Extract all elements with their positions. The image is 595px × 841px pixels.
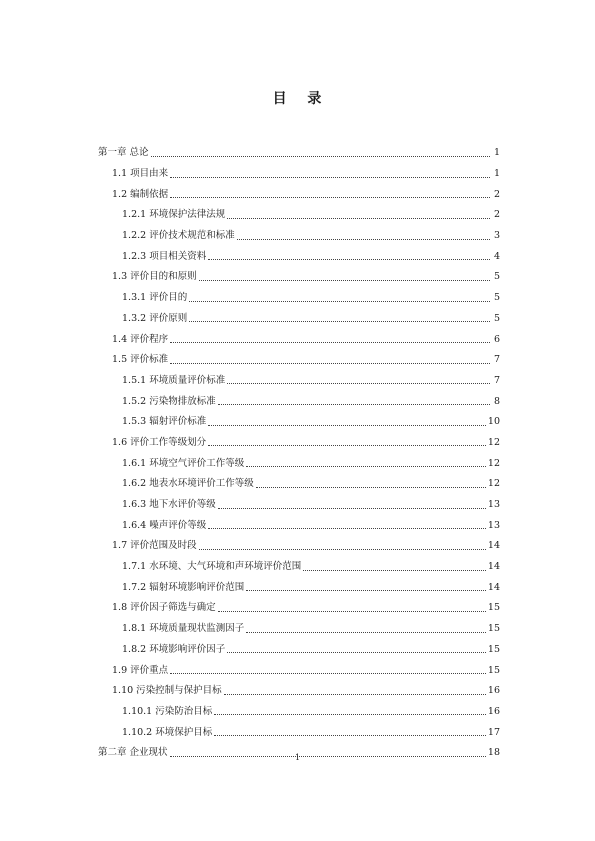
dot-leader xyxy=(246,590,486,591)
toc-entry[interactable] xyxy=(98,205,500,226)
dot-leader xyxy=(256,487,486,488)
toc-entry[interactable] xyxy=(98,246,500,267)
toc-entry-page-number: 14 xyxy=(487,581,500,593)
dot-leader xyxy=(189,301,490,302)
dot-leader xyxy=(227,218,490,219)
dot-leader xyxy=(218,508,486,509)
dot-leader xyxy=(227,383,490,384)
toc-entry-title: 1.3.1 评价目的 xyxy=(122,292,188,304)
toc-entry[interactable] xyxy=(98,453,500,474)
dot-leader xyxy=(199,280,490,281)
toc-entry[interactable] xyxy=(98,515,500,536)
toc-entry-page-number: 12 xyxy=(487,457,500,469)
toc-entry[interactable] xyxy=(98,681,500,702)
toc-entry[interactable] xyxy=(98,412,500,433)
dot-leader xyxy=(170,177,490,178)
dot-leader xyxy=(303,570,486,571)
toc-entry-page-number: 4 xyxy=(493,250,500,262)
toc-entry[interactable] xyxy=(98,350,500,371)
toc-entry[interactable] xyxy=(98,267,500,288)
toc-entry[interactable] xyxy=(98,619,500,640)
toc-entry-page-number: 12 xyxy=(487,436,500,448)
toc-entry-title: 1.7.2 辐射环境影响评价范围 xyxy=(122,581,245,593)
toc-entry-title: 1.9 评价重点 xyxy=(112,664,169,676)
toc-entry-title: 1.10.2 环境保护目标 xyxy=(122,726,213,738)
toc-entry[interactable] xyxy=(98,391,500,412)
dot-leader xyxy=(199,549,486,550)
dot-leader xyxy=(218,611,486,612)
toc-entry-page-number: 5 xyxy=(493,271,500,283)
toc-entry-title: 1.6 评价工作等级划分 xyxy=(112,436,207,448)
toc-entry-title: 1.10 污染控制与保护目标 xyxy=(112,685,222,697)
dot-leader xyxy=(237,239,490,240)
toc-entry-title: 1.6.3 地下水评价等级 xyxy=(122,499,216,511)
toc-entry-title: 1.8 评价因子筛选与确定 xyxy=(112,602,216,614)
toc-entry-title: 1.4 评价程序 xyxy=(112,333,169,345)
toc-entry[interactable] xyxy=(98,143,500,164)
toc-entry-title: 1.5.2 污染物排放标准 xyxy=(122,395,216,407)
toc-entry-page-number: 13 xyxy=(487,499,500,511)
toc-entry-title: 1.3.2 评价原则 xyxy=(122,312,188,324)
dot-leader xyxy=(224,694,486,695)
toc-entry[interactable] xyxy=(98,474,500,495)
toc-entry-page-number: 17 xyxy=(487,726,500,738)
dot-leader xyxy=(246,466,486,467)
toc-entry[interactable] xyxy=(98,226,500,247)
toc-entry[interactable] xyxy=(98,433,500,454)
toc-entry-page-number: 7 xyxy=(493,354,500,366)
dot-leader xyxy=(170,197,490,198)
toc-entry-page-number: 7 xyxy=(493,374,500,386)
toc-entry-page-number: 16 xyxy=(487,685,500,697)
toc-entry-title: 1.3 评价目的和原则 xyxy=(112,271,197,283)
toc-entry-title: 1.8.2 环境影响评价因子 xyxy=(122,643,226,655)
toc-entry-title: 1.2.3 项目相关资料 xyxy=(122,250,207,262)
toc-entry-page-number: 10 xyxy=(487,416,500,428)
dot-leader xyxy=(208,445,486,446)
dot-leader xyxy=(170,342,490,343)
dot-leader xyxy=(170,363,490,364)
toc-entry-title: 1.1 项目由来 xyxy=(112,168,169,180)
toc-entry-page-number: 6 xyxy=(493,333,500,345)
dot-leader xyxy=(208,259,490,260)
toc-entry[interactable] xyxy=(98,164,500,185)
toc-entry-page-number: 8 xyxy=(493,395,500,407)
dot-leader xyxy=(189,321,490,322)
toc-entry-page-number: 2 xyxy=(493,209,500,221)
dot-leader xyxy=(170,673,486,674)
toc-entry-title: 1.2 编制依据 xyxy=(112,188,169,200)
dot-leader xyxy=(208,528,486,529)
toc-entry-page-number: 5 xyxy=(493,292,500,304)
toc-entry-page-number: 5 xyxy=(493,312,500,324)
toc-entry-title: 1.10.1 污染防治目标 xyxy=(122,705,213,717)
toc-entry-page-number: 14 xyxy=(487,540,500,552)
footer-page-number: 1 xyxy=(294,753,301,762)
toc-entry[interactable] xyxy=(98,329,500,350)
toc-entry-page-number: 18 xyxy=(487,747,500,759)
toc-entry-title: 1.5 评价标准 xyxy=(112,354,169,366)
page-title: 目 录 xyxy=(272,91,323,107)
toc-entry-page-number: 15 xyxy=(487,623,500,635)
toc-entry-title: 1.6.4 噪声评价等级 xyxy=(122,519,207,531)
toc-entry-page-number: 16 xyxy=(487,705,500,717)
toc-entry-page-number: 13 xyxy=(487,519,500,531)
table-of-contents xyxy=(98,143,500,764)
toc-entry-page-number: 15 xyxy=(487,643,500,655)
toc-entry-page-number: 15 xyxy=(487,602,500,614)
dot-leader xyxy=(151,156,490,157)
dot-leader xyxy=(214,735,486,736)
toc-entry-page-number: 14 xyxy=(487,561,500,573)
toc-entry[interactable] xyxy=(98,722,500,743)
toc-entry[interactable] xyxy=(98,495,500,516)
toc-entry-title: 1.5.1 环境质量评价标准 xyxy=(122,374,226,386)
toc-entry[interactable] xyxy=(98,309,500,330)
dot-leader xyxy=(246,632,486,633)
toc-entry[interactable] xyxy=(98,598,500,619)
toc-entry-page-number: 1 xyxy=(493,168,500,180)
toc-entry-title: 第二章 企业现状 xyxy=(98,747,168,759)
toc-entry-page-number: 15 xyxy=(487,664,500,676)
toc-entry-title: 1.6.2 地表水环境评价工作等级 xyxy=(122,478,254,490)
toc-entry-page-number: 2 xyxy=(493,188,500,200)
toc-entry[interactable] xyxy=(98,371,500,392)
toc-entry[interactable] xyxy=(98,577,500,598)
dot-leader xyxy=(227,652,486,653)
toc-entry-title: 1.7.1 水环境、大气环境和声环境评价范围 xyxy=(122,561,302,573)
toc-entry[interactable] xyxy=(98,660,500,681)
toc-entry[interactable] xyxy=(98,536,500,557)
toc-entry-title: 1.2.2 评价技术规范和标准 xyxy=(122,230,235,242)
dot-leader xyxy=(218,404,490,405)
toc-entry[interactable] xyxy=(98,557,500,578)
toc-entry-page-number: 12 xyxy=(487,478,500,490)
toc-entry[interactable] xyxy=(98,288,500,309)
dot-leader xyxy=(208,425,486,426)
dot-leader xyxy=(214,714,486,715)
toc-entry-title: 第一章 总论 xyxy=(98,147,149,159)
toc-entry-title: 1.7 评价范围及时段 xyxy=(112,540,197,552)
toc-entry[interactable] xyxy=(98,640,500,661)
toc-entry[interactable] xyxy=(98,184,500,205)
toc-entry-page-number: 1 xyxy=(493,147,500,159)
toc-entry-title: 1.2.1 环境保护法律法规 xyxy=(122,209,226,221)
toc-entry-title: 1.5.3 辐射评价标准 xyxy=(122,416,207,428)
toc-entry-title: 1.6.1 环境空气评价工作等级 xyxy=(122,457,245,469)
toc-entry-page-number: 3 xyxy=(493,230,500,242)
toc-entry[interactable] xyxy=(98,702,500,723)
toc-entry-title: 1.8.1 环境质量现状监测因子 xyxy=(122,623,245,635)
